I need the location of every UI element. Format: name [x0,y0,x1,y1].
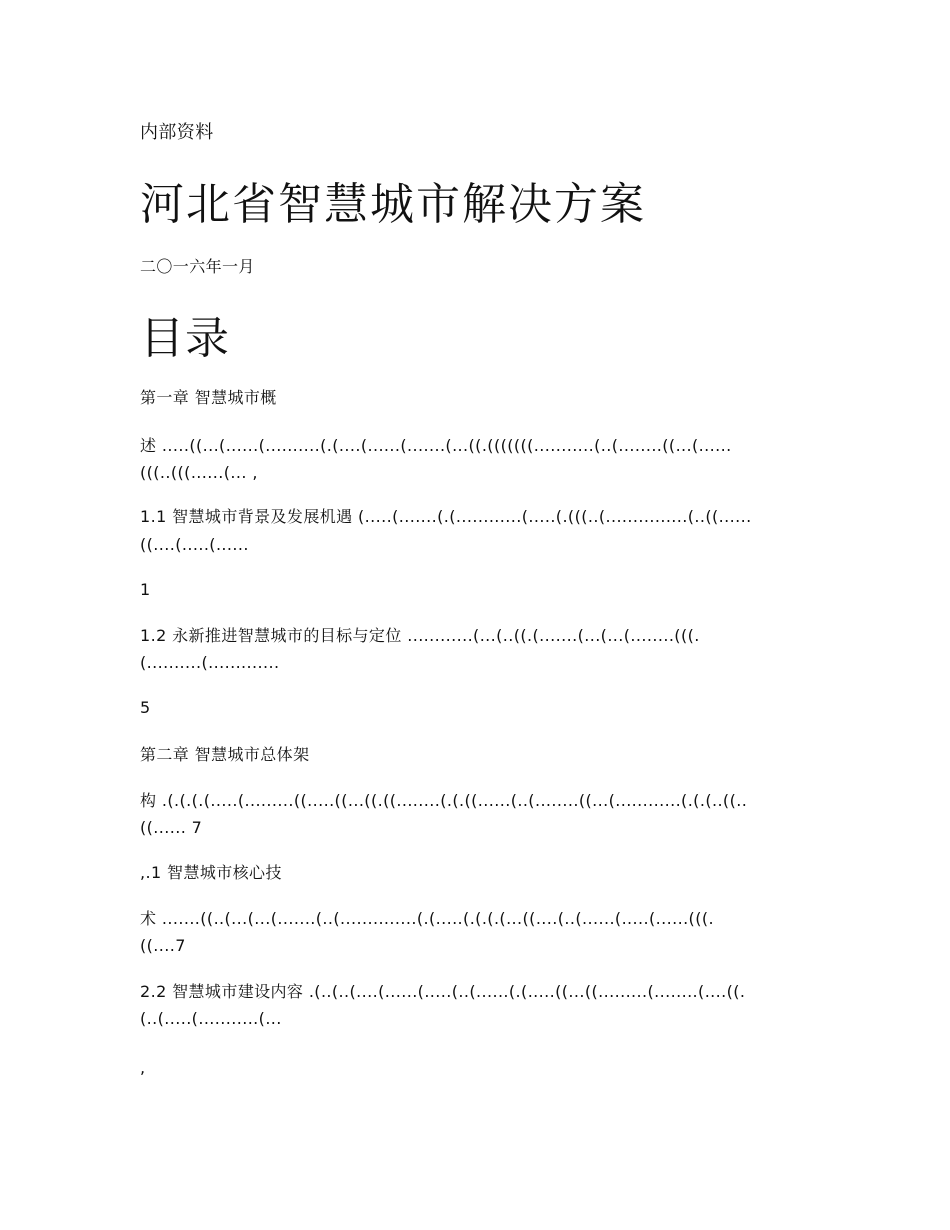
toc-heading: 目录 [140,313,230,364]
toc-line: 术 .......((..(...(...(.......(..(..............(.(.....(.(.(.(...((....(..(......(.....(......(((. [140,909,714,928]
toc-line: 1.1 智慧城市背景及发展机遇 (.....(.......(.(............(.....(.(((..(...............(..((...... [140,507,752,526]
toc-line: (((..(((......(... , [140,463,258,482]
toc-line: ((...... 7 [140,818,203,837]
toc-line: ,.1 智慧城市核心技 [140,863,282,882]
toc-line: ((....(.....(...... [140,535,249,554]
toc-line: 述 .....((...(......(..........(.(....(......(.......(...((.(((((((...........(..(........((...(...... [140,436,732,455]
toc-line: (..........(............. [140,653,280,672]
toc-line: 第二章 智慧城市总体架 [140,745,310,764]
toc-line: 构 .(.(.(.(.....(.........((.....((...((.((........(.(.((......(..(........((...(............(.(.(..((.. [140,791,748,810]
toc-line: 1.2 永新推进智慧城市的目标与定位 ............(...(..((.(.......(...(...(........(((. [140,626,700,645]
toc-line: 第一章 智慧城市概 [140,388,277,407]
toc-line: 1 [140,580,151,599]
toc-line: , [140,1058,146,1077]
internal-material-label: 内部资料 [140,122,214,143]
document-date: 二〇一六年一月 [140,257,255,276]
toc-line: ((....7 [140,936,186,955]
toc-line: 5 [140,698,151,717]
toc-line: (..(.....(...........(... [140,1009,282,1028]
toc-line: 2.2 智慧城市建设内容 .(..(..(....(......(.....(..(......(.(.....((...((.........(........(....((. [140,982,746,1001]
document-title: 河北省智慧城市解决方案 [140,179,646,230]
